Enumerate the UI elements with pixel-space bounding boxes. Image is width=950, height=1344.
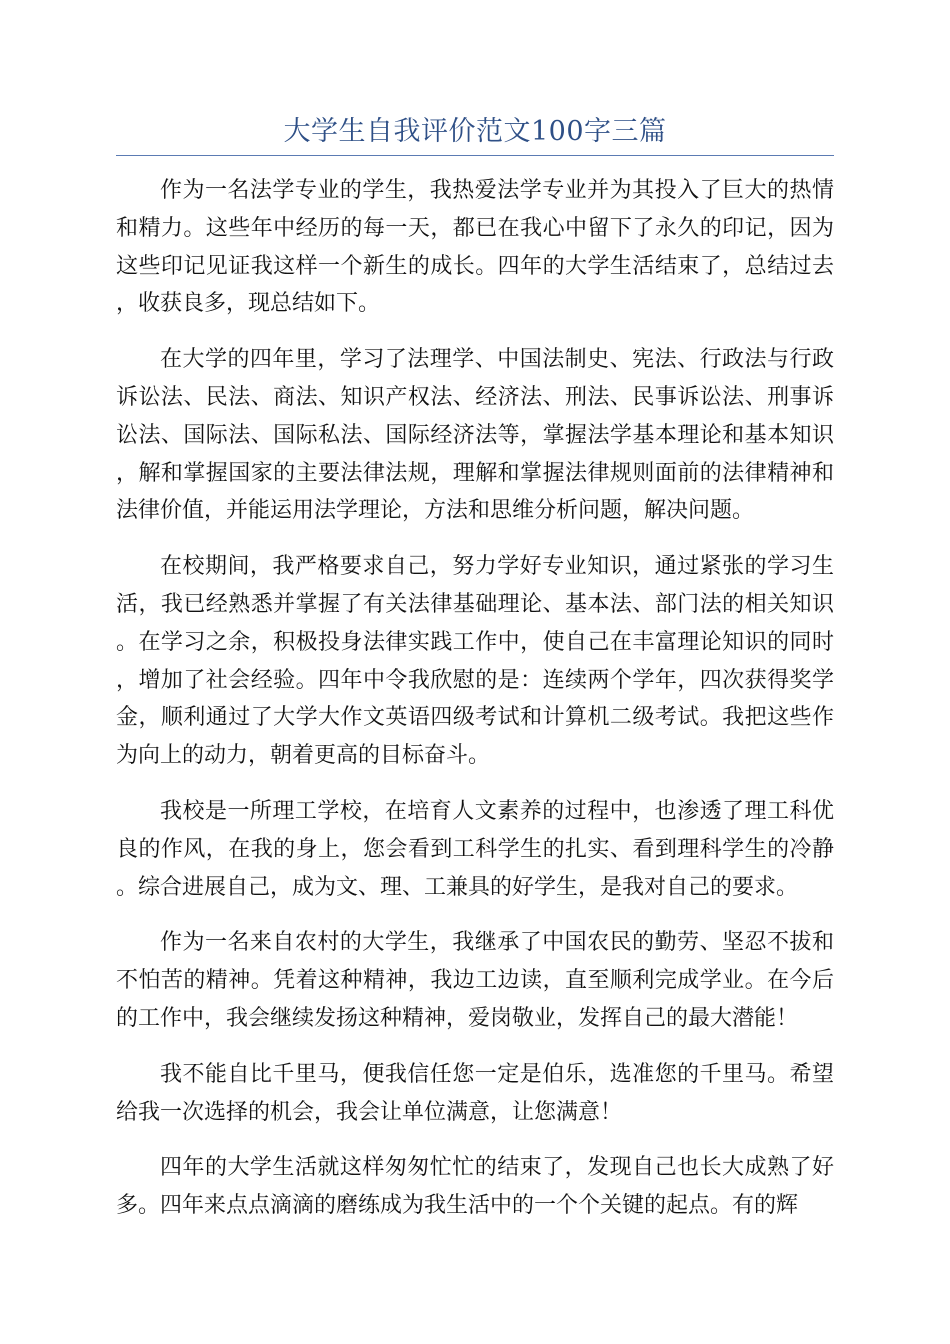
paragraph-2: 在大学的四年里，学习了法理学、中国法制史、宪法、行政法与行政诉讼法、民法、商法、知识产权法、经济法、刑法、民事诉讼法、刑事诉讼法、国际法、国际私法、国际经济法等，掌握法学基本理论和基本知识，解和掌握国家的主要法律法规，理解和掌握法律规则面前的法律精神和法律价值，并能运用法学理论，方法和思维分析问题，解决问题。 [116, 347, 834, 524]
paragraph-6: 我不能自比千里马，便我信任您一定是伯乐，选准您的千里马。希望给我一次选择的机会，我会让单位满意，让您满意！ [116, 1061, 834, 1125]
document-title: 大学生自我评价范文100字三篇 [283, 116, 667, 147]
paragraph-5: 作为一名来自农村的大学生，我继承了中国农民的勤劳、坚忍不拔和不怕苦的精神。凭着这种精神，我边工边读，直至顺利完成学业。在今后的工作中，我会继续发扬这种精神，爱岗敬业，发挥自己的最大潜能！ [116, 930, 834, 1031]
title-underline-divider [116, 155, 834, 156]
paragraph-4: 我校是一所理工学校，在培育人文素养的过程中，也渗透了理工科优良的作风，在我的身上，您会看到工科学生的扎实、看到理科学生的冷静。综合进展自己，成为文、理、工兼具的好学生，是我对自己的要求。 [116, 798, 834, 900]
paragraph-3: 在校期间，我严格要求自己，努力学好专业知识，通过紧张的学习生活，我已经熟悉并掌握了有关法律基础理论、基本法、部门法的相关知识。在学习之余，积极投身法律实践工作中，使自己在丰富理论知识的同时，增加了社会经验。四年中令我欣慰的是：连续两个学年，四次获得奖学金，顺利通过了大学大作文英语四级考试和计算机二级考试。我把这些作为向上的动力，朝着更高的目标奋斗。 [116, 554, 834, 769]
document-body [116, 172, 834, 1243]
paragraph-7: 四年的大学生活就这样匆匆忙忙的结束了，发现自己也长大成熟了好多。四年来点点滴滴的磨练成为我生活中的一个个关键的起点。有的辉 [116, 1155, 834, 1219]
paragraph-1: 作为一名法学专业的学生，我热爱法学专业并为其投入了巨大的热情和精力。这些年中经历的每一天，都已在我心中留下了永久的印记，因为这些印记见证我这样一个新生的成长。四年的大学生活结束了，总结过去，收获良多，现总结如下。 [116, 178, 834, 317]
